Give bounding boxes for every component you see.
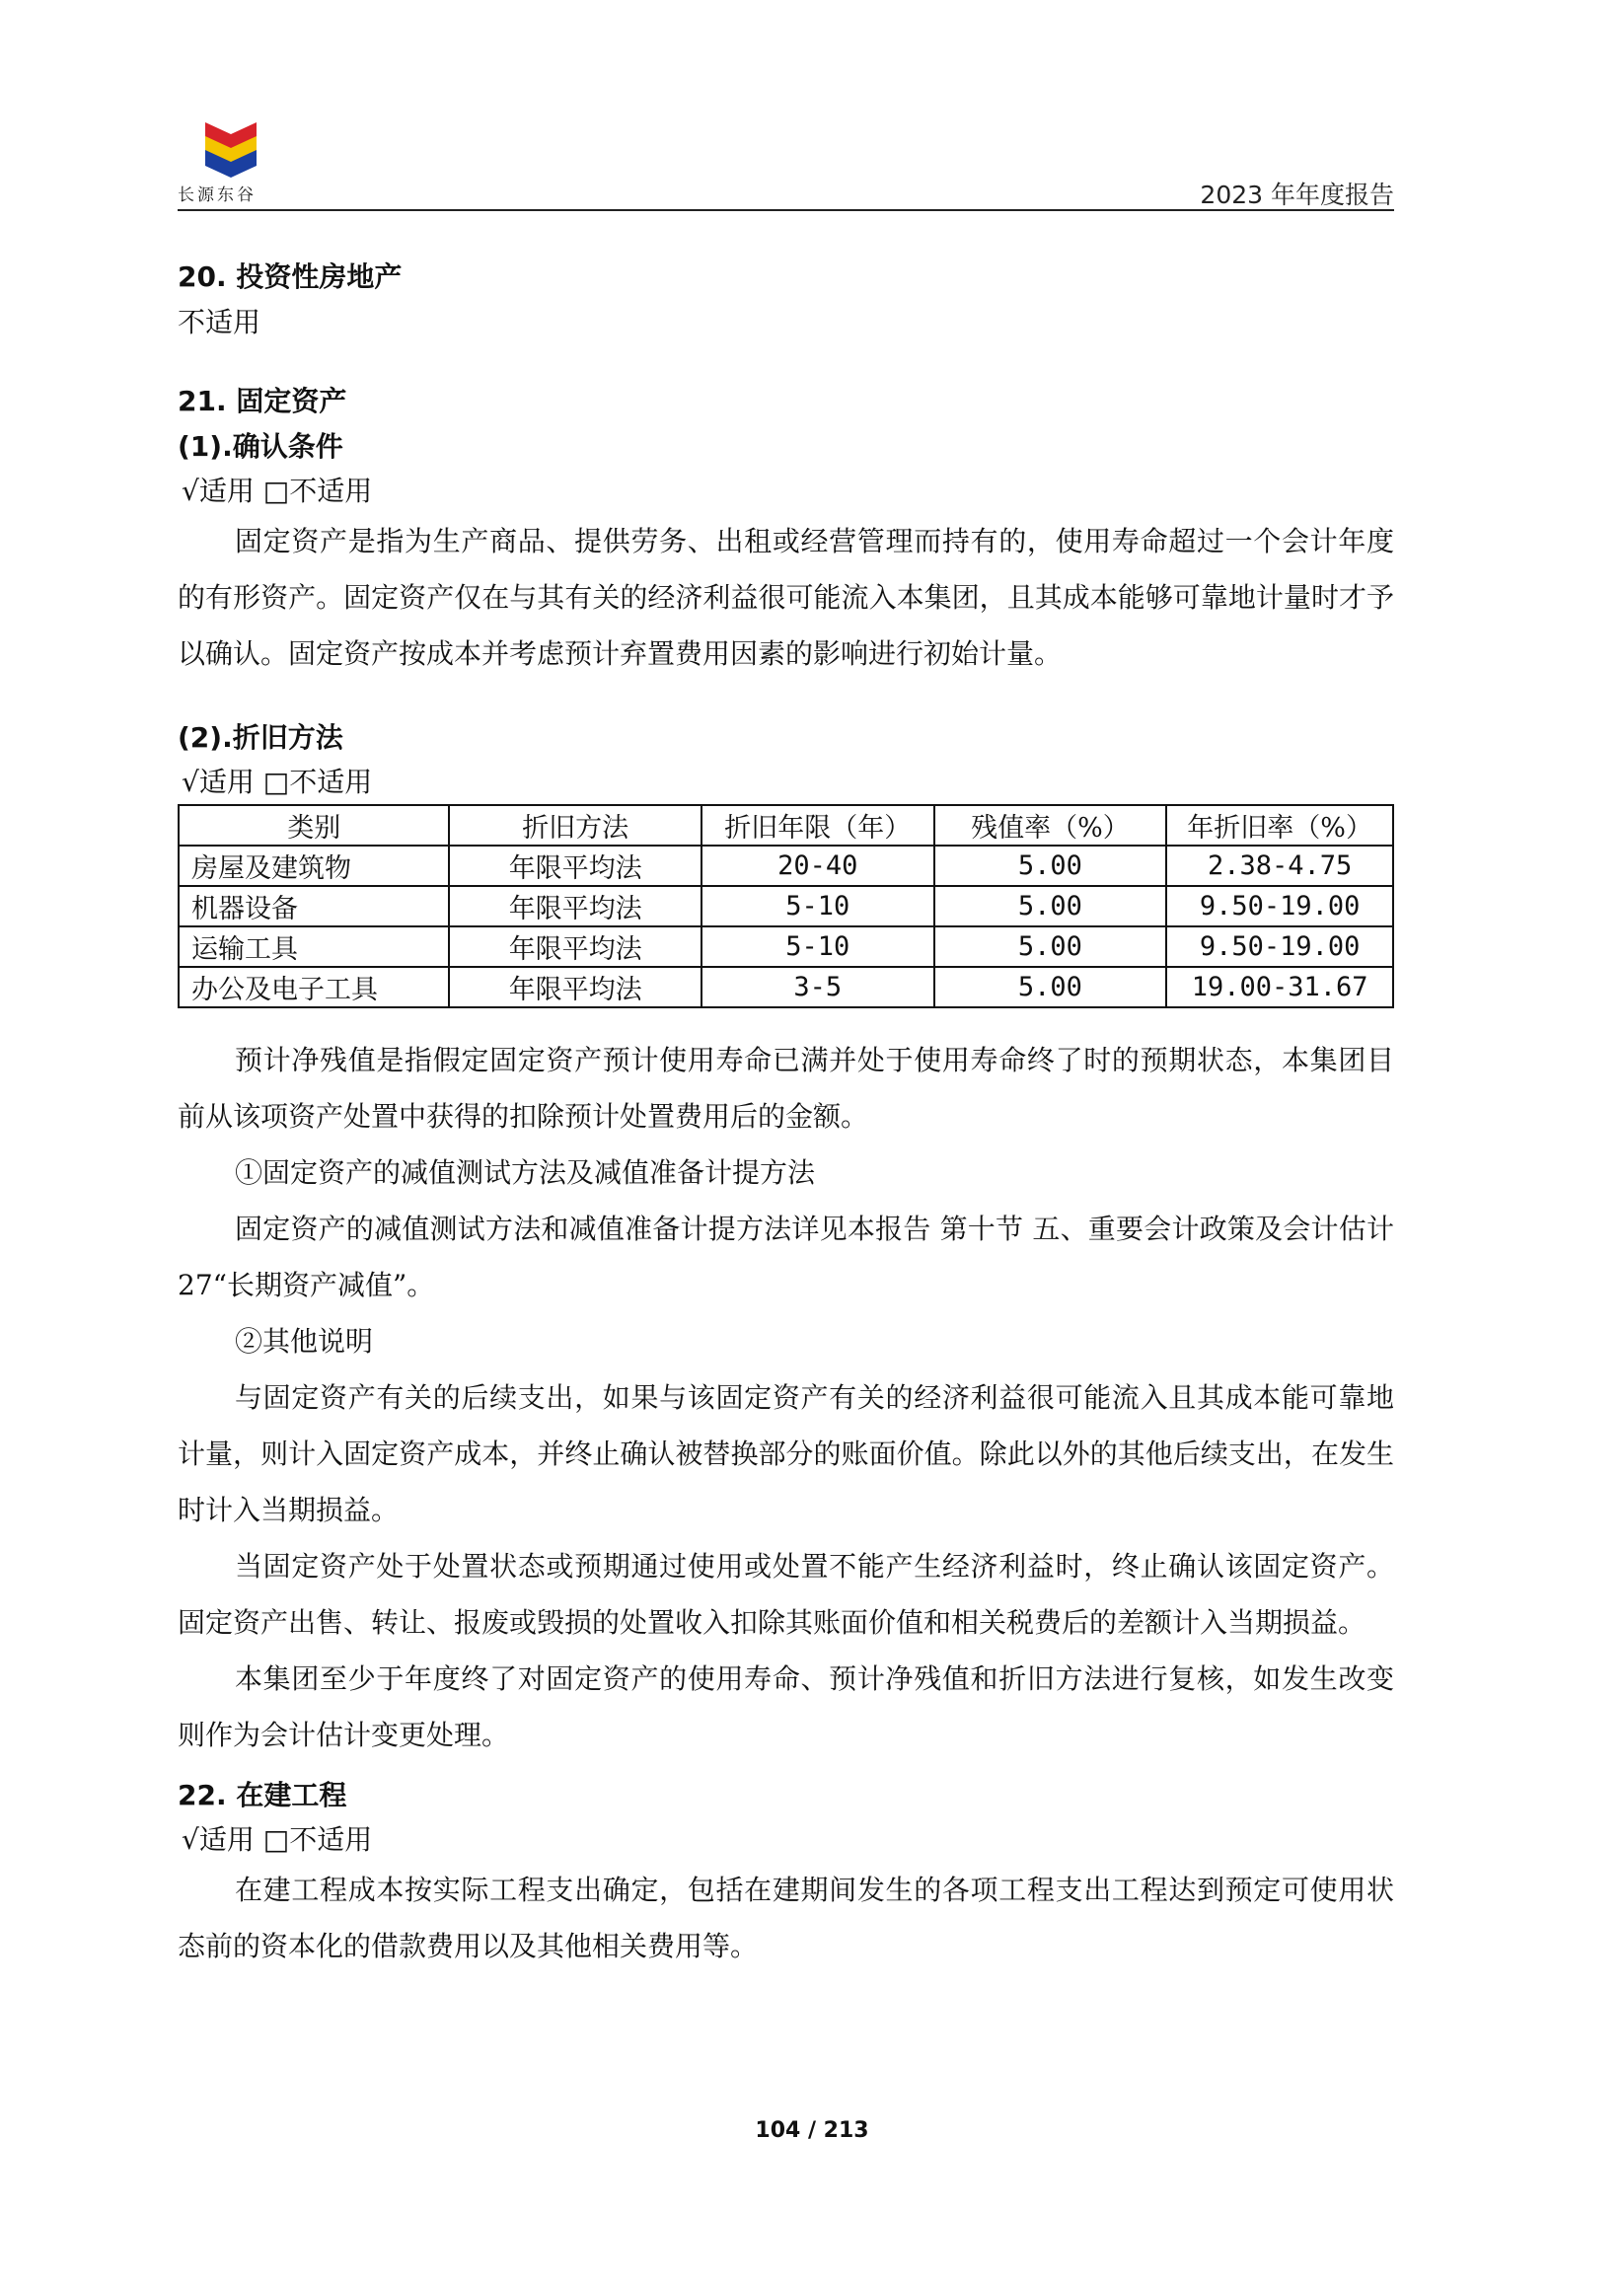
impairment-item-heading: ①固定资产的减值测试方法及减值准备计提方法 [235,1156,816,1189]
recognition-paragraph: 固定资产是指为生产商品、提供劳务、出租或经营管理而持有的，使用寿命超过一个会计年度的有形资产。固定资产仅在与其有关的经济利益很可能流入本集团，且其成本能够可靠地计量时才予以确认。固定资产按成本并考虑预计弃置费用因素的影响进行初始计量。 [178,525,1394,670]
header-useful-life: 折旧年限（年） [701,805,934,846]
depreciation-table [178,804,1394,1008]
construction-paragraph: 在建工程成本按实际工程支出确定，包括在建期间发生的各项工程支出工程达到预定可使用状态前的资本化的借款费用以及其他相关费用等。 [178,1874,1394,1962]
table-row [179,886,1393,926]
report-title: 2023 年年度报告 [1200,181,1394,209]
construction-applicability: √适用 □不适用 [182,1823,373,1856]
page-number: 104 / 213 [755,2118,869,2143]
cell-annual-rate: 19.00-31.67 [1166,967,1393,1007]
header-residual-rate: 残值率（%） [934,805,1167,846]
table-row [179,967,1393,1007]
header-annual-rate: 年折旧率（%） [1166,805,1393,846]
cell-residual-rate: 5.00 [934,926,1167,967]
recognition-applicability: √适用 □不适用 [182,475,373,507]
section-20-body: 不适用 [178,306,261,338]
cell-useful-life: 3-5 [701,967,934,1007]
table-row [179,846,1393,886]
cell-method: 年限平均法 [449,846,701,886]
subsequent-expenditure-paragraph: 与固定资产有关的后续支出，如果与该固定资产有关的经济利益很可能流入且其成本能可靠地计量，则计入固定资产成本，并终止确认被替换部分的账面价值。除此以外的其他后续支出，在发生时计入当期损益。 [178,1381,1394,1526]
cell-category: 房屋及建筑物 [179,846,449,886]
subsection-recognition-heading: (1).确认条件 [178,430,343,463]
section-20-heading: 20. 投资性房地产 [178,260,403,293]
section-21-heading: 21. 固定资产 [178,385,347,417]
header-method: 折旧方法 [449,805,701,846]
cell-residual-rate: 5.00 [934,846,1167,886]
cell-annual-rate: 9.50-19.00 [1166,926,1393,967]
cell-useful-life: 5-10 [701,926,934,967]
cell-annual-rate: 2.38-4.75 [1166,846,1393,886]
cell-residual-rate: 5.00 [934,886,1167,926]
cell-method: 年限平均法 [449,926,701,967]
cell-useful-life: 20-40 [701,846,934,886]
table-row [179,926,1393,967]
impairment-paragraph: 固定资产的减值测试方法和减值准备计提方法详见本报告 第十节 五、重要会计政策及会计估计 27“长期资产减值”。 [178,1213,1394,1301]
other-notes-item-heading: ②其他说明 [235,1325,374,1358]
cell-annual-rate: 9.50-19.00 [1166,886,1393,926]
annual-review-paragraph: 本集团至少于年度终了对固定资产的使用寿命、预计净残值和折旧方法进行复核，如发生改变则作为会计估计变更处理。 [178,1662,1394,1751]
depreciation-applicability: √适用 □不适用 [182,766,373,798]
cell-method: 年限平均法 [449,886,701,926]
cell-category: 运输工具 [179,926,449,967]
section-22-heading: 22. 在建工程 [178,1779,347,1811]
cell-residual-rate: 5.00 [934,967,1167,1007]
cell-useful-life: 5-10 [701,886,934,926]
main-content [178,255,1394,1974]
table-header-row [179,805,1393,846]
residual-value-paragraph: 预计净残值是指假定固定资产预计使用寿命已满并处于使用寿命终了时的预期状态，本集团目前从该项资产处置中获得的扣除预计处置费用后的金额。 [178,1044,1394,1133]
cell-category: 机器设备 [179,886,449,926]
cell-method: 年限平均法 [449,967,701,1007]
subsection-depreciation-heading: (2).折旧方法 [178,721,343,754]
cell-category: 办公及电子工具 [179,967,449,1007]
header-category: 类别 [179,805,449,846]
derecognition-paragraph: 当固定资产处于处置状态或预期通过使用或处置不能产生经济利益时，终止确认该固定资产。固定资产出售、转让、报废或毁损的处置收入扣除其账面价值和相关税费后的差额计入当期损益。 [178,1550,1394,1639]
logo-caption: 长源东谷 [178,185,257,205]
header-divider [178,209,1394,211]
